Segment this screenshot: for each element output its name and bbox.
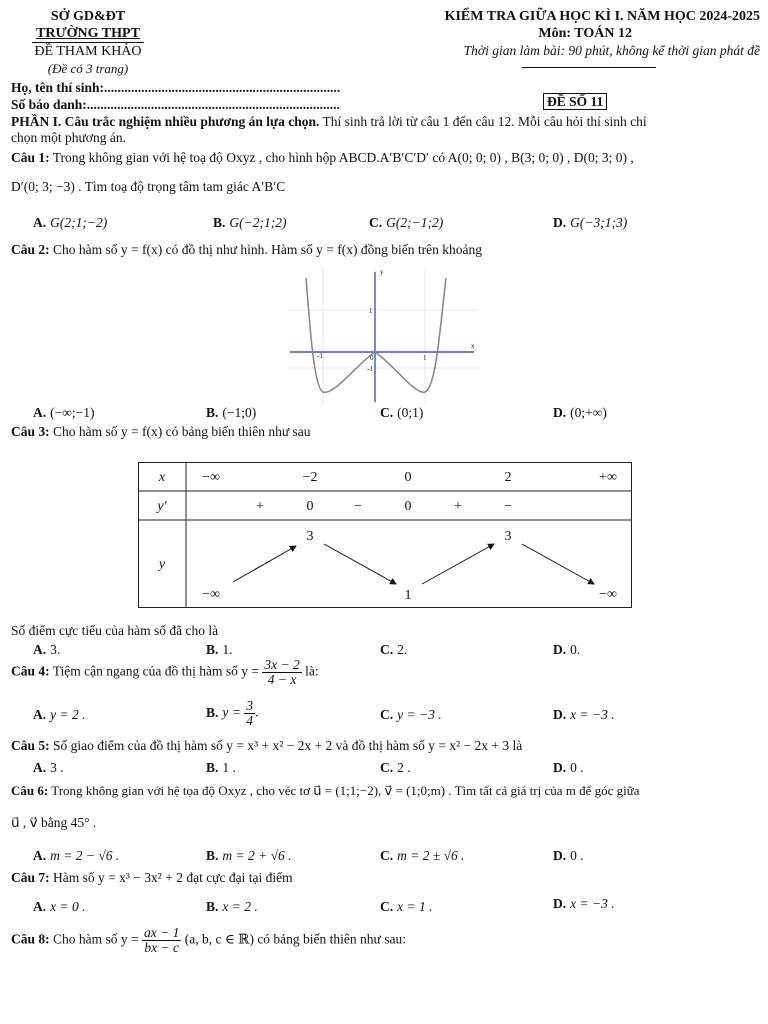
q6-option-a[interactable]: A. m = 2 − √6 .	[33, 848, 120, 863]
q2-option-b[interactable]: B. (−1;0)	[206, 405, 257, 420]
vt-arrow-down-1	[324, 544, 396, 584]
exam-title: KIỂM TRA GIỮA HỌC KÌ I. NĂM HỌC 2024-2025	[444, 9, 760, 24]
q8-stem	[11, 926, 406, 955]
exam-code: ĐỀ SỐ 11	[543, 93, 607, 110]
q6-option-d[interactable]: D. 0 .	[553, 848, 584, 863]
y-axis-label: y	[380, 268, 384, 276]
part1-instruction: Thí sinh trả lời từ câu 1 đến câu 12. Mỗi câu hỏi thí sinh chỉ	[322, 114, 647, 129]
q5-option-a[interactable]: A. 3 .	[33, 760, 64, 775]
q7-option-a[interactable]: A. x = 0 .	[33, 899, 86, 914]
vt-deriv-3: −	[354, 499, 362, 514]
q5-option-c[interactable]: C. 2 .	[380, 760, 411, 775]
q2-label: Câu 2:	[11, 242, 50, 257]
vt-y-max2: 3	[504, 529, 512, 544]
vt-arrow-down-2	[522, 544, 594, 584]
q6-option-b[interactable]: B. m = 2 + √6 .	[206, 848, 292, 863]
q3-option-a[interactable]: A. 3.	[33, 642, 61, 657]
vt-deriv-label: y′	[157, 499, 167, 514]
header-rule	[522, 67, 656, 68]
part1-instruction-cont: chọn một phương án.	[11, 130, 126, 145]
vt-arrow-up-2	[422, 544, 494, 584]
q5-label: Câu 5:	[11, 738, 50, 753]
tick-x-neg1: -1	[317, 352, 323, 360]
q3-option-b[interactable]: B. 1.	[206, 642, 233, 657]
vt-y-label: y	[158, 557, 166, 572]
q2-option-c[interactable]: C. (0;1)	[380, 405, 424, 420]
q3-option-d[interactable]: D. 0.	[553, 642, 581, 657]
tick-y-neg1: -1	[367, 365, 373, 373]
department-name: SỞ GD&ĐT	[50, 9, 126, 24]
q4-fraction: $\frac{3x - 2}{4 - x}$	[264, 657, 300, 687]
x-axis-label: x	[471, 342, 475, 350]
q7-text: Hàm số y = x³ − 3x² + 2 đạt cực đại tại điểm	[53, 870, 293, 885]
page-count: (Đề có 3 trang)	[47, 61, 129, 76]
q3-label: Câu 3:	[11, 424, 50, 439]
q4-label: Câu 4:	[11, 663, 50, 679]
q8-text-end: (a, b, c ∈ ℝ) có bảng biến thiên như sau:	[184, 931, 406, 947]
tick-y-1: 1	[369, 307, 373, 315]
vt-x-label: x	[158, 470, 166, 485]
exam-code-box	[543, 94, 607, 110]
q2-function-graph	[288, 268, 478, 404]
subject: Môn: TOÁN 12	[538, 26, 632, 41]
header-right	[380, 8, 760, 59]
school-name: TRƯỜNG THPT	[36, 26, 140, 41]
q3-text: Cho hàm số y = f(x) có bảng biến thiên như sau	[53, 424, 311, 439]
vt-x-2: 2	[504, 470, 512, 485]
q4-text: Tiệm cận ngang của đồ thị hàm số y =	[52, 663, 259, 679]
q2-option-a[interactable]: A. (−∞;−1)	[33, 405, 95, 420]
part1-heading	[11, 114, 647, 130]
q2-stem	[11, 242, 482, 258]
vt-y-neginf-right: −∞	[599, 587, 617, 602]
vt-deriv-4: 0	[404, 499, 412, 514]
q2-text: Cho hàm số y = f(x) có đồ thị như hình. Hàm số y = f(x) đồng biến trên khoảng	[53, 242, 482, 257]
student-name-line: Họ, tên thí sinh:......................................................................	[11, 80, 341, 95]
q8-text: Cho hàm số y =	[53, 931, 139, 947]
q4-stem	[11, 658, 319, 687]
tick-origin: 0	[370, 354, 374, 362]
vt-x-neg2: −2	[302, 470, 318, 485]
q6-text: Trong không gian với hệ tọa độ Oxyz , cho véc tơ u⃗ = (1;1;−2), v⃗ = (1;0;m) . Tìm tất cả giá trị của m để góc giữa	[51, 783, 640, 798]
q5-option-d[interactable]: D. 0 .	[553, 760, 584, 775]
q1-text-cont: D′(0; 3; −3) . Tìm toạ độ trọng tâm tam giác A′B′C	[11, 179, 286, 194]
q1-option-a[interactable]: A. G(2;1;−2)	[33, 215, 108, 230]
header-left	[8, 8, 168, 77]
q8-label: Câu 8:	[11, 931, 50, 947]
q1-stem	[11, 150, 634, 166]
q7-stem	[11, 870, 293, 886]
q6-label: Câu 6:	[11, 783, 49, 798]
student-id-line: Số báo danh:...........................................................................	[11, 97, 340, 112]
q2-option-d[interactable]: D. (0;+∞)	[553, 405, 607, 420]
q3-question: Số điểm cực tiểu của hàm số đã cho là	[11, 623, 219, 638]
q7-option-d[interactable]: D. x = −3 .	[553, 896, 615, 911]
exam-kind: ĐỀ THAM KHẢO	[34, 44, 142, 59]
q6-stem	[11, 783, 640, 799]
vt-y-neginf-left: −∞	[202, 587, 220, 602]
vt-deriv-1: +	[256, 499, 264, 514]
vt-x-posinf: +∞	[599, 470, 617, 485]
q7-label: Câu 7:	[11, 870, 50, 885]
q4-option-d[interactable]: D. x = −3 .	[553, 707, 615, 722]
vt-y-max1: 3	[306, 529, 314, 544]
q7-option-b[interactable]: B. x = 2 .	[206, 899, 258, 914]
q1-label: Câu 1:	[11, 150, 50, 165]
q3-option-c[interactable]: C. 2.	[380, 642, 408, 657]
q6-option-c[interactable]: C. m = 2 ± √6 .	[380, 848, 465, 863]
q7-option-c[interactable]: C. x = 1 .	[380, 899, 433, 914]
q3-variation-table	[138, 462, 632, 608]
vt-deriv-6: −	[504, 499, 512, 514]
vt-deriv-2: 0	[306, 499, 314, 514]
vt-y-min: 1	[404, 588, 412, 603]
q1-option-c[interactable]: C. G(2;−1;2)	[369, 215, 444, 230]
q5-stem	[11, 738, 522, 754]
q3-stem	[11, 424, 311, 440]
vt-x-0: 0	[404, 470, 412, 485]
q6-text-cont: u⃗ , v⃗ bằng 45° .	[11, 815, 97, 830]
q4-option-b[interactable]: B. y = $\frac{3}{4}$ .	[206, 698, 259, 728]
vt-arrow-up-1	[233, 546, 296, 582]
vt-deriv-5: +	[454, 499, 462, 514]
q4-text-end: là:	[305, 663, 319, 679]
part1-title: PHẦN I. Câu trắc nghiệm nhiều phương án lựa chọn.	[11, 114, 320, 129]
exam-time: Thời gian làm bài: 90 phút, không kể thời gian phát đề	[463, 43, 760, 58]
q5-option-b[interactable]: B. 1 .	[206, 760, 236, 775]
vt-x-neginf: −∞	[202, 470, 220, 485]
q5-text: Số giao điểm của đồ thị hàm số y = x³ + x² − 2x + 2 và đồ thị hàm số y = x² − 2x + 3 là	[53, 738, 523, 753]
q4-option-a[interactable]: A. y = 2 .	[33, 707, 86, 722]
q8-fraction: $\frac{ax - 1}{bx - c}$	[144, 925, 180, 955]
q1-text: Trong không gian với hệ toạ độ Oxyz , cho hình hộp ABCD.A′B′C′D′ có A(0; 0; 0) , B(3; 0; 0) , D(0; 3; 0) ,	[52, 150, 634, 165]
q1-option-b[interactable]: B. G(−2;1;2)	[213, 215, 287, 230]
tick-x-1: 1	[423, 354, 427, 362]
q4-option-c[interactable]: C. y = −3 .	[380, 707, 442, 722]
q1-option-d[interactable]: D. G(−3;1;3)	[553, 215, 628, 230]
